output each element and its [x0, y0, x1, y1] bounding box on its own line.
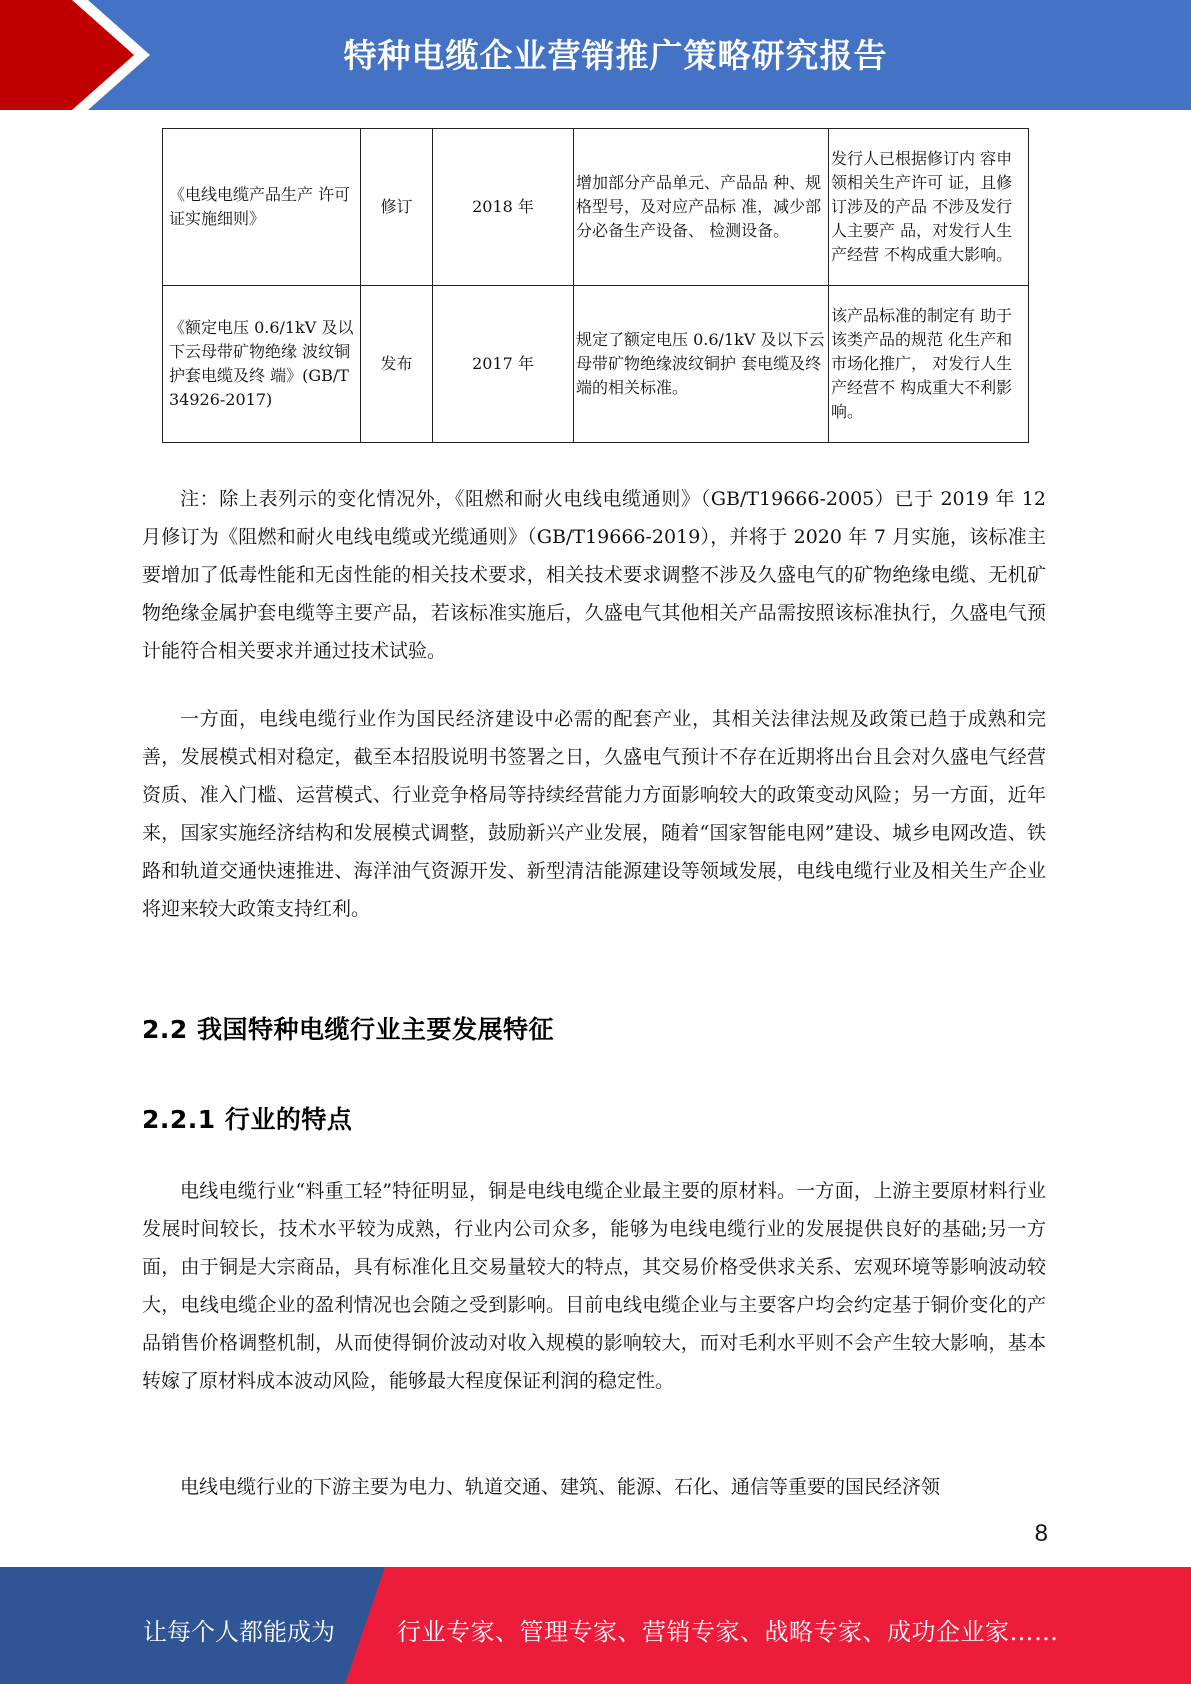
page-header [0, 0, 1191, 110]
downstream-paragraph: 电线电缆行业的下游主要为电力、轨道交通、建筑、能源、石化、通信等重要的国民经济领 [180, 1476, 941, 1498]
regulation-year-cell: 2017 年 [433, 286, 574, 443]
note-paragraph: 注：除上表列示的变化情况外，《阻燃和耐火电线电缆通则》（GB/T19666-2005）已于 2019 年 12 月修订为《阻燃和耐火电线电缆或光缆通则》（GB/T19666-2019），并将于 2020 年 7 月实施，该标准主要增加了低毒性能和无卤性能的相关技术要求，相关技术要求调整不涉及久盛电气的矿物绝缘电缆、无机矿物绝缘金属护套电缆等主要产品，若该标准实施后，久盛电气其他相关产品需按照该标准执行，久盛电气预计能符合相关要求并通过技术试验。 [142, 488, 1046, 662]
section-heading-2-2: 2.2 我国特种电缆行业主要发展特征 [142, 1015, 554, 1044]
regulation-impact-cell: 该产品标准的制定有 助于该类产品的规范 化生产和市场化推广， 对发行人生产经营不 构成重大不利影响。 [829, 286, 1029, 443]
regulation-year-cell: 2018 年 [433, 129, 574, 286]
footer-slogan-left: 让每个人都能成为 [143, 1618, 335, 1646]
section-heading-2-2-1: 2.2.1 行业的特点 [142, 1105, 353, 1134]
policy-paragraph: 一方面，电线电缆行业作为国民经济建设中必需的配套产业，其相关法律法规及政策已趋于成熟和完善，发展模式相对稳定，截至本招股说明书签署之日，久盛电气预计不存在近期将出台且会对久盛电气经营资质、准入门槛、运营模式、行业竞争格局等持续经营能力方面影响较大的政策变动风险；另一方面，近年来，国家实施经济结构和发展模式调整，鼓励新兴产业发展，随着“国家智能电网”建设、城乡电网改造、铁路和轨道交通快速推进、海洋油气资源开发、新型清洁能源建设等领域发展，电线电缆行业及相关生产企业将迎来较大政策支持红利。 [142, 708, 1046, 920]
regulation-content-cell: 增加部分产品单元、产品品 种、规格型号，及对应产品标 准，减少部分必备生产设备、 检测设备。 [574, 129, 829, 286]
regulation-impact-cell: 发行人已根据修订内 容申领相关生产许可 证，且修订涉及的产品 不涉及发行人主要产 品，对发行人生产经营 不构成重大影响。 [829, 129, 1029, 286]
table-row [163, 129, 1029, 286]
page-number: 8 [1034, 1520, 1048, 1547]
footer-slogan-right: 行业专家、管理专家、营销专家、战略专家、成功企业家…… [397, 1618, 1059, 1646]
regulation-action-cell: 修订 [361, 129, 433, 286]
table-row [163, 286, 1029, 443]
industry-features-paragraph: 电线电缆行业“料重工轻”特征明显，铜是电线电缆企业最主要的原材料。一方面，上游主要原材料行业发展时间较长，技术水平较为成熟，行业内公司众多，能够为电线电缆行业的发展提供良好的基础;另一方面，由于铜是大宗商品，具有标准化且交易量较大的特点，其交易价格受供求关系、宏观环境等影响波动较大，电线电缆企业的盈利情况也会随之受到影响。目前电线电缆企业与主要客户均会约定基于铜价变化的产品销售价格调整机制，从而使得铜价波动对收入规模的影响较大，而对毛利水平则不会产生较大影响，基本转嫁了原材料成本波动风险，能够最大程度保证利润的稳定性。 [142, 1180, 1046, 1392]
regulation-action-cell: 发布 [361, 286, 433, 443]
report-title: 特种电缆企业营销推广策略研究报告 [343, 36, 888, 75]
regulations-table [162, 128, 1029, 443]
regulation-name-cell: 《额定电压 0.6/1kV 及以下云母带矿物绝缘 波纹铜护套电缆及终 端》(GB/T 34926-2017) [163, 286, 361, 443]
regulation-name-cell: 《电线电缆产品生产 许可证实施细则》 [163, 129, 361, 286]
regulation-content-cell: 规定了额定电压 0.6/1kV 及以下云母带矿物绝缘波纹铜护 套电缆及终端的相关标准。 [574, 286, 829, 443]
